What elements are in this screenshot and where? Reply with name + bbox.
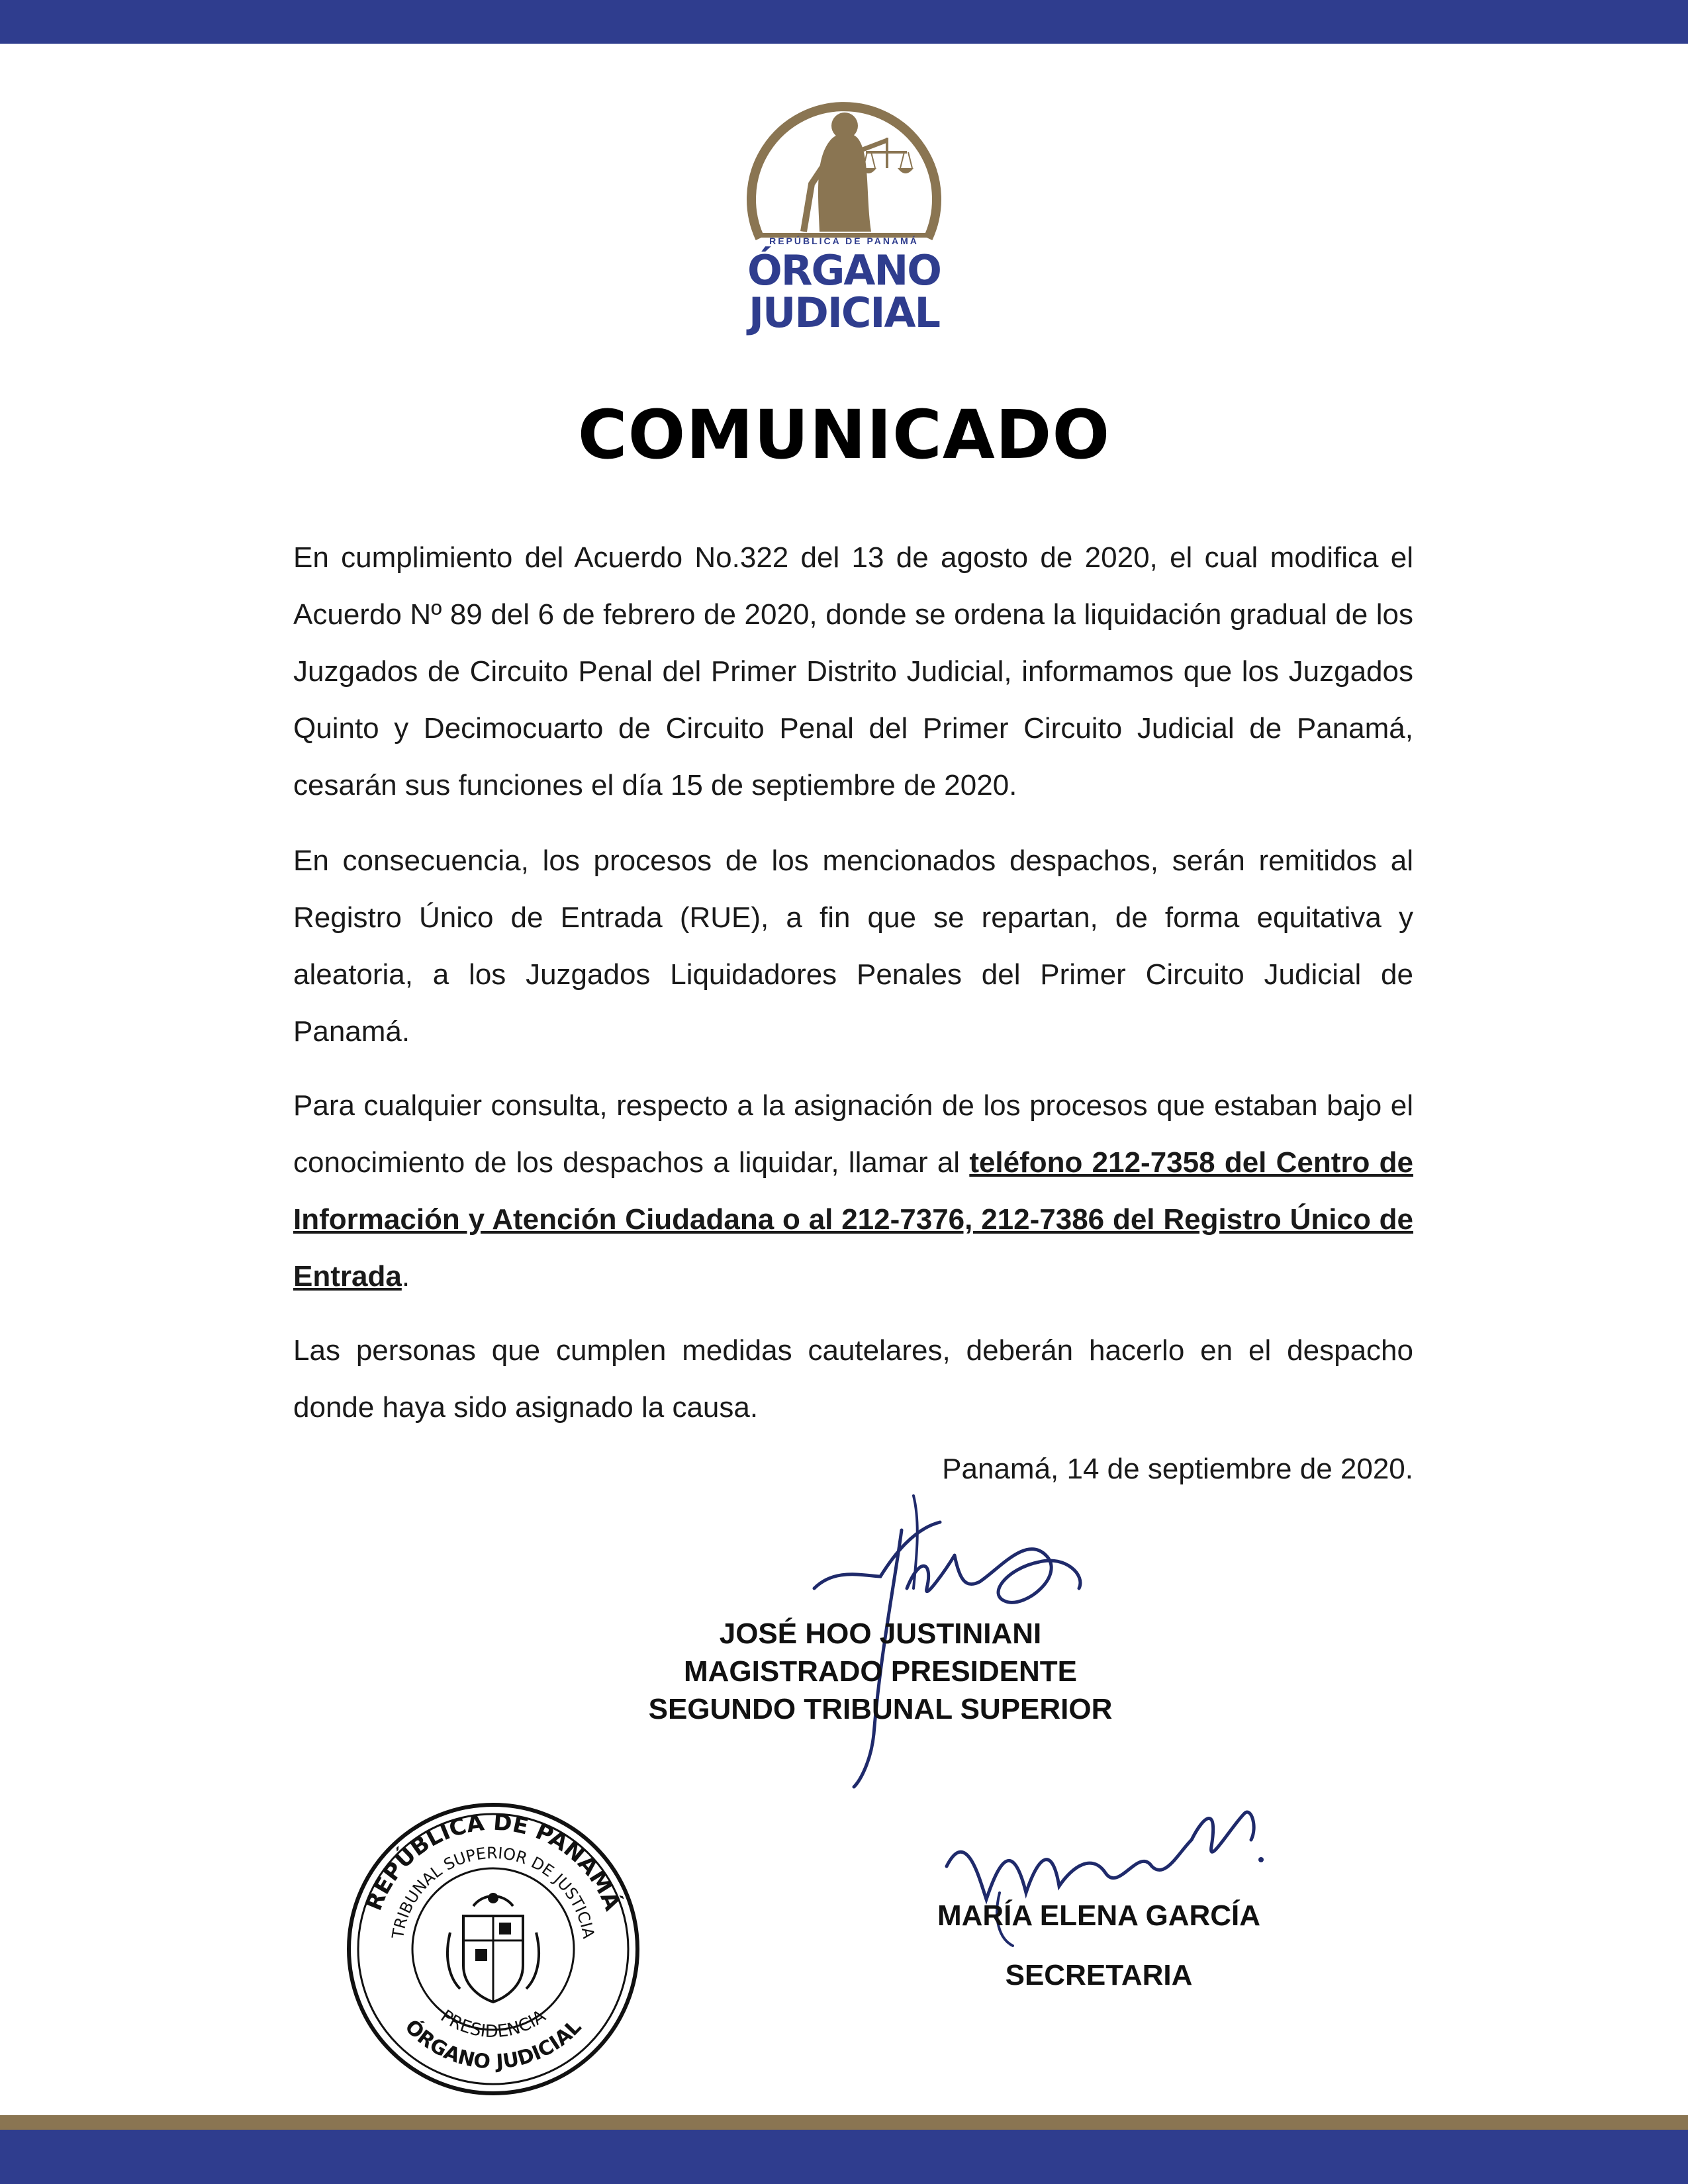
signatory-1-court: SEGUNDO TRIBUNAL SUPERIOR [648, 1693, 1113, 1725]
presidency-seal-icon [344, 1800, 642, 2098]
logo-name-line-2: JUDICIAL [748, 289, 939, 337]
seal-inner-text: TRIBUNAL SUPERIOR DE JUSTICIA [388, 1843, 598, 1940]
signatory-2-role: SECRETARIA [1005, 1959, 1193, 1991]
logo-name-line-1: ÓRGANO [747, 246, 941, 295]
header-band [0, 0, 1688, 44]
date-line: Panamá, 14 de septiembre de 2020. [942, 1453, 1413, 1485]
seal-outer-text: REPÚBLICA DE PANAMÁ [360, 1809, 626, 1915]
paragraph-3 [293, 1077, 1413, 1305]
signatory-1-role: MAGISTRADO PRESIDENTE [683, 1655, 1078, 1688]
footer-blue-band [0, 2130, 1688, 2184]
signatory-1-name: JOSÉ HOO JUSTINIANI [719, 1617, 1042, 1650]
paragraph-1: En cumplimiento del Acuerdo No.322 del 13 de agosto de 2020, el cual modifica el Acuerdo Nº 89 del 6 de febrero de 2020, donde se ordena la liquidación gradual de los Juzgados de Circuito Penal del Primer Distrito Judicial, informamos que los Juzgados Quinto y Decimocuarto de Circuito Penal del Primer Circuito Judicial de Panamá, cesarán sus funciones el día 15 de septiembre de 2020. [293, 541, 1413, 801]
svg-text:PRESIDENCIA [437, 2006, 549, 2042]
coat-of-arms-icon [447, 1893, 539, 2002]
document-title: COMUNICADO [577, 396, 1111, 475]
seal-bottom-outer-text: ÓRGANO JUDICIAL [400, 2015, 586, 2074]
signatory-1-block [583, 1615, 1178, 1728]
paragraph-3-end: . [401, 1260, 410, 1293]
footer-gold-band [0, 2115, 1688, 2130]
logo-country-text: REPÚBLICA DE PANAMÁ [769, 236, 919, 246]
paragraph-3-intro: Para cualquier consulta, respecto a la asignación de los procesos que estaban bajo el conocimiento de los despachos a liquidar, llamar al [293, 1089, 1413, 1179]
organo-judicial-logo [740, 85, 948, 336]
signatory-2-name: MARÍA ELENA GARCÍA [937, 1899, 1261, 1932]
paragraph-4: Las personas que cumplen medidas cautelares, deberán hacerlo en el despacho donde haya sido asignado la causa. [293, 1334, 1413, 1424]
contact-phone-text: teléfono 212-7358 del Centro de Información y Atención Ciudadana o al 212-7376, 212-7386 del Registro Único de Entrada [293, 1146, 1413, 1293]
signatory-2-block [920, 1886, 1278, 2005]
paragraph-2: En consecuencia, los procesos de los mencionados despachos, serán remitidos al Registro Único de Entrada (RUE), a fin que se repartan, de forma equitativa y aleatoria, a los Juzgados Liquidadores Penales del Primer Circuito Judicial de Panamá. [293, 844, 1413, 1048]
seal-bottom-inner-text: PRESIDENCIA [437, 2006, 549, 2042]
